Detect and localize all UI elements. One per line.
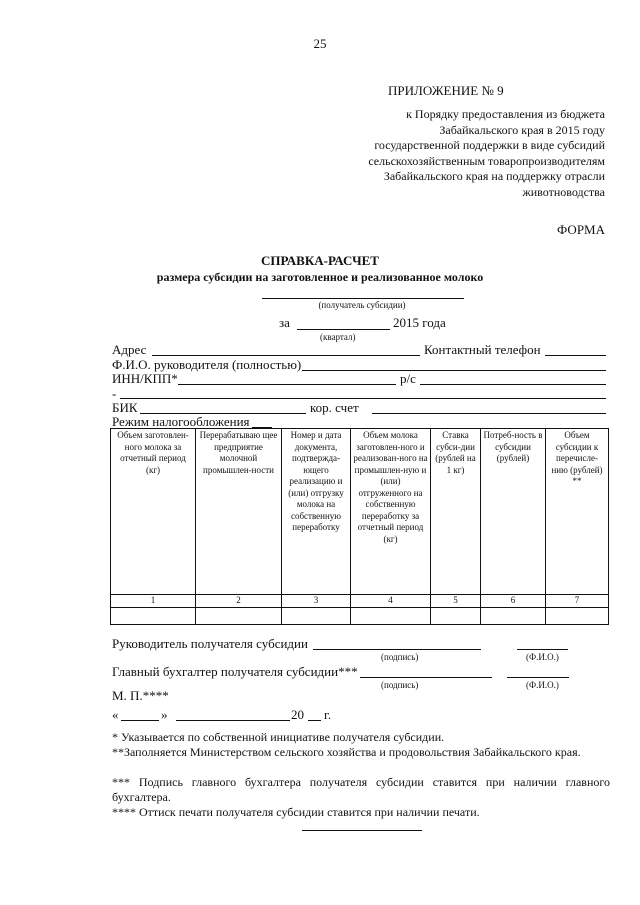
period-prefix: за (279, 315, 290, 330)
header-cell: Объем молока заготовлен-ного и реализован-ного на промышлен-ную и (или) отгруженного на собственную переработку за отчетный период (кг) (351, 429, 431, 595)
date-year-suffix: г. (324, 707, 332, 722)
table-cell[interactable] (282, 608, 351, 625)
date-year-line (308, 720, 321, 721)
account-line (420, 384, 606, 385)
stamp-label: М. П.**** (112, 688, 169, 703)
column-number: 6 (481, 595, 546, 608)
appendix-title: ПРИЛОЖЕНИЕ № 9 (388, 83, 504, 98)
recipient-caption: (получатель субсидии) (318, 300, 406, 310)
table-header-row (111, 429, 609, 595)
appendix-line: государственной поддержки в виде субсидий (374, 138, 605, 152)
table-cell[interactable] (546, 608, 609, 625)
table-cell[interactable] (481, 608, 546, 625)
header-cell: Перерабатываю щее предприятие молочной промышлен-ности (196, 429, 282, 595)
bik-label: БИК (112, 400, 138, 415)
page-number: 25 (313, 36, 327, 51)
period-year: 2015 года (393, 315, 446, 330)
accountant-signature-label: Главный бухгалтер получателя субсидии*** (112, 664, 358, 679)
dash-label: - (112, 386, 117, 401)
header-cell: Потреб-ность в субсидии (рублей) (481, 429, 546, 595)
header-cell: Ставка субси-дии (рублей на 1 кг) (431, 429, 481, 595)
appendix-line: Забайкальского края в 2015 году (439, 122, 605, 137)
phone-label: Контактный телефон (424, 342, 541, 357)
column-number: 3 (282, 595, 351, 608)
address-line (152, 355, 420, 356)
director-label: Ф.И.О. руководителя (полностью) (112, 357, 302, 372)
corr-line (372, 413, 606, 414)
table-cell[interactable] (351, 608, 431, 625)
accountant-name-line (507, 677, 569, 678)
appendix-line: животноводства (522, 184, 605, 199)
sign-caption: (подпись) (381, 652, 419, 662)
address-label: Адрес (112, 342, 147, 357)
director-line (302, 370, 606, 371)
table-cell[interactable] (196, 608, 282, 625)
appendix-line: к Порядку предоставления из бюджета (406, 107, 605, 121)
recipient-line (262, 298, 464, 299)
document-subtitle: размера субсидии на заготовленное и реализованное молоко (156, 270, 484, 284)
date-year: 20 (291, 707, 304, 722)
date-day-line (121, 720, 159, 721)
head-name-line (517, 649, 568, 650)
column-number: 2 (196, 595, 282, 608)
corr-label: кор. счет (310, 400, 359, 415)
column-number: 7 (546, 595, 609, 608)
column-number: 5 (431, 595, 481, 608)
tax-label: Режим налогообложения (112, 414, 250, 429)
head-signature-line (313, 649, 481, 650)
date-open-quote: « (112, 707, 119, 722)
column-number: 1 (111, 595, 196, 608)
date-close-quote: » (161, 707, 168, 722)
table-numbering-row (111, 595, 609, 608)
header-cell: Номер и дата документа, подтвержда-ющего реализацию и (или) отгрузку молока на собственную переработку (282, 429, 351, 595)
footnote: **Заполняется Министерством сельского хозяйства и продовольствия Забайкальского края. (112, 745, 581, 759)
form-label: ФОРМА (557, 222, 605, 237)
accountant-signature-line (360, 677, 492, 678)
dash-line (120, 398, 606, 399)
header-cell: Объем субсидии к перечисле-нию (рублей) ** (546, 429, 609, 595)
quarter-line (297, 329, 390, 330)
appendix-line: Забайкальского края на поддержку отрасли (383, 169, 605, 183)
account-label: р/с (400, 371, 416, 386)
name-caption: (Ф.И.О.) (526, 652, 559, 662)
footnote: * Указывается по собственной инициативе получателя субсидии. (112, 730, 445, 744)
appendix-reference (368, 107, 605, 200)
table-cell[interactable] (111, 608, 196, 625)
inn-line (178, 384, 396, 385)
head-signature-label: Руководитель получателя субсидии (112, 636, 308, 651)
name-caption: (Ф.И.О.) (526, 680, 559, 690)
appendix-line: сельскохозяйственным товаропроизводителям (368, 153, 605, 168)
closing-rule (302, 830, 422, 831)
phone-line (545, 355, 606, 356)
table-row (111, 608, 609, 625)
column-number: 4 (351, 595, 431, 608)
sign-caption: (подпись) (381, 680, 419, 690)
document-title: СПРАВКА-РАСЧЕТ (261, 253, 379, 268)
quarter-caption: (квартал) (320, 332, 356, 342)
table-cell[interactable] (431, 608, 481, 625)
footnote: *** Подпись главного бухгалтера получателя субсидии ставится при наличии главного бухгалтера. (112, 775, 610, 804)
footnote: **** Оттиск печати получателя субсидии ставится при наличии печати. (112, 805, 480, 819)
date-month-line (176, 720, 290, 721)
calculation-table (110, 428, 609, 625)
header-cell: Объем заготовлен-ного молока за отчетный период (кг) (111, 429, 196, 595)
inn-label: ИНН/КПП* (112, 371, 178, 386)
